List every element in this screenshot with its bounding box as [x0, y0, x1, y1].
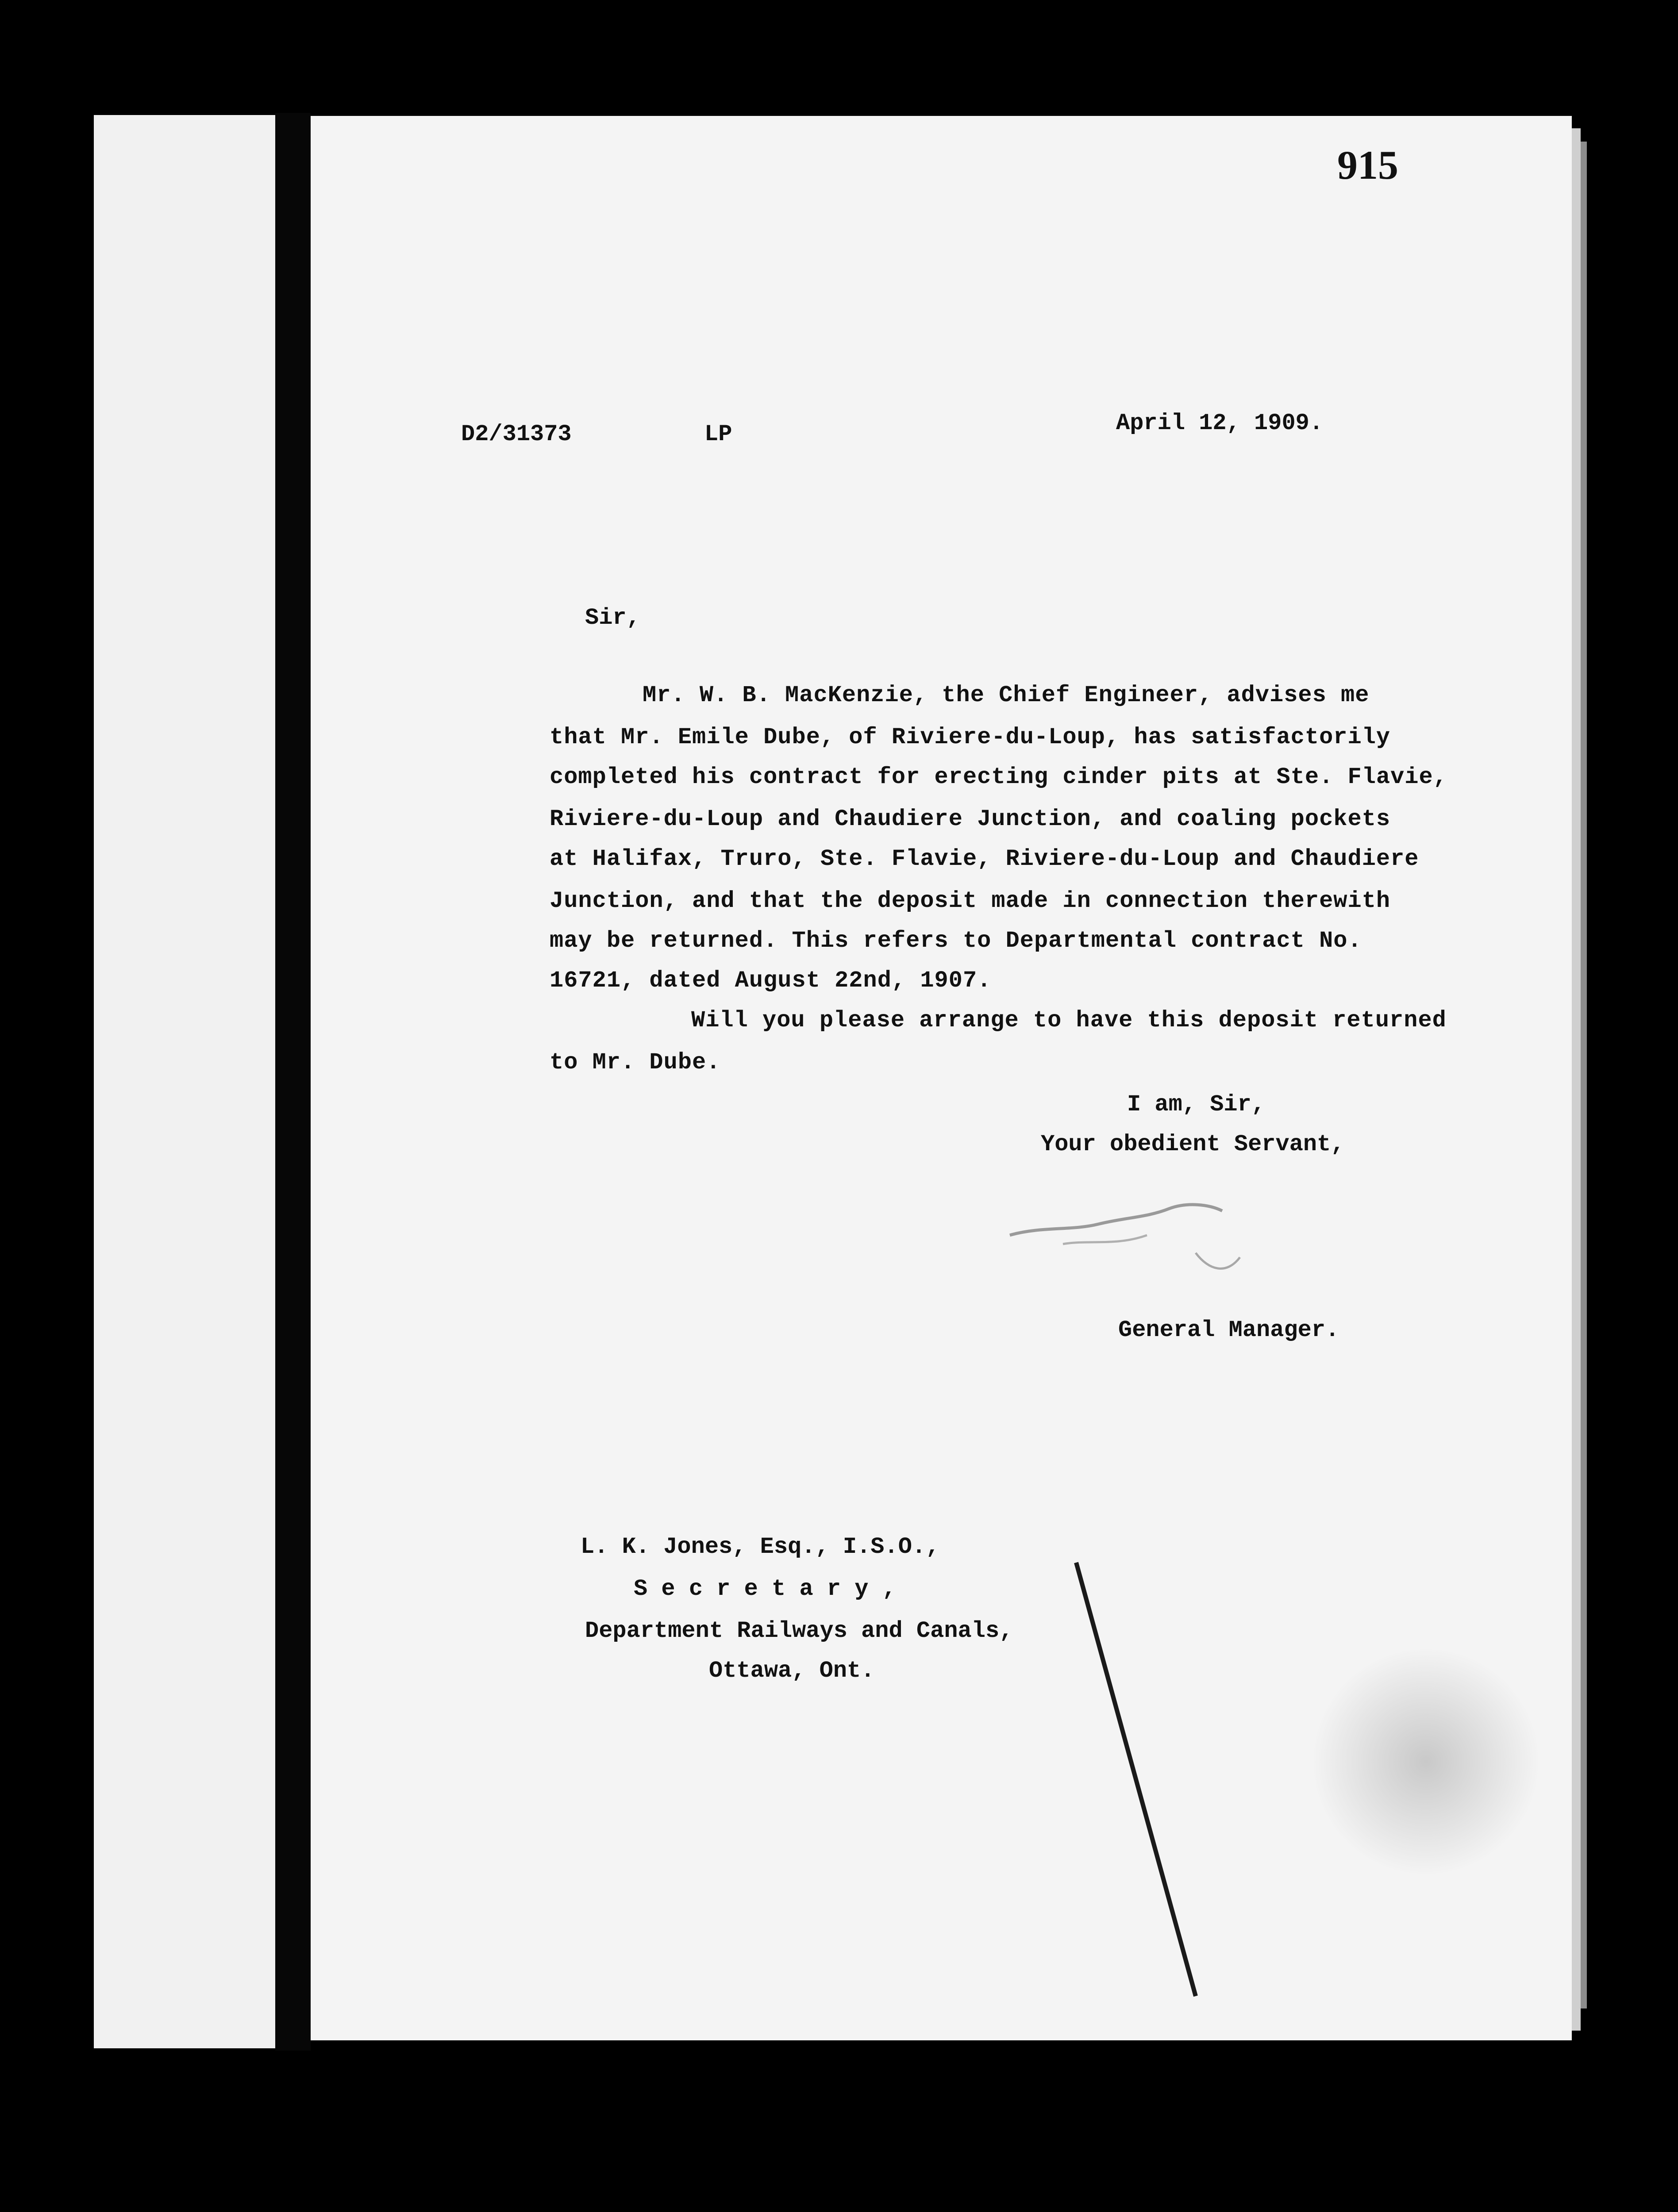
- body-line: may be returned. This refers to Departmental contract No.: [550, 928, 1362, 954]
- salutation: Sir,: [585, 605, 640, 631]
- letter-page: [311, 116, 1572, 2040]
- addressee-name: L. K. Jones, Esq., I.S.O.,: [581, 1534, 940, 1560]
- closing-line: I am, Sir,: [1127, 1091, 1266, 1118]
- addressee-city: Ottawa, Ont.: [709, 1658, 875, 1684]
- addressee-position: S e c r e t a r y ,: [634, 1576, 896, 1602]
- page-binding: [275, 113, 311, 2051]
- body-line: 16721, dated August 22nd, 1907.: [550, 968, 992, 994]
- body-line: Riviere-du-Loup and Chaudiere Junction, and coaling pockets: [550, 806, 1391, 832]
- page-number: 915: [1337, 142, 1398, 188]
- letter-date: April 12, 1909.: [1116, 410, 1324, 436]
- signature-mark: [1001, 1169, 1249, 1284]
- body-line: that Mr. Emile Dube, of Riviere-du-Loup, has satisfactorily: [550, 724, 1391, 750]
- closing-line: Your obedient Servant,: [1041, 1131, 1345, 1157]
- body-line: to Mr. Dube.: [550, 1049, 721, 1075]
- film-margin: [94, 115, 275, 2048]
- page-edge-shadow: [1581, 142, 1587, 2008]
- body-line: Mr. W. B. MacKenzie, the Chief Engineer, advises me: [643, 682, 1370, 708]
- pen-stroke-mark: [1054, 1545, 1320, 2014]
- body-line: completed his contract for erecting cinder pits at Ste. Flavie,: [550, 764, 1447, 790]
- addressee-department: Department Railways and Canals,: [585, 1618, 1013, 1644]
- typist-initials: LP: [704, 421, 732, 447]
- body-line: Will you please arrange to have this deposit returned: [691, 1007, 1447, 1033]
- file-reference: D2/31373: [461, 421, 572, 447]
- signatory-title: General Manager.: [1118, 1317, 1339, 1343]
- body-line: Junction, and that the deposit made in connection therewith: [550, 888, 1391, 914]
- page-edge: [1572, 128, 1581, 2031]
- body-line: at Halifax, Truro, Ste. Flavie, Riviere-du-Loup and Chaudiere: [550, 846, 1419, 872]
- page-smudge: [1311, 1647, 1541, 1877]
